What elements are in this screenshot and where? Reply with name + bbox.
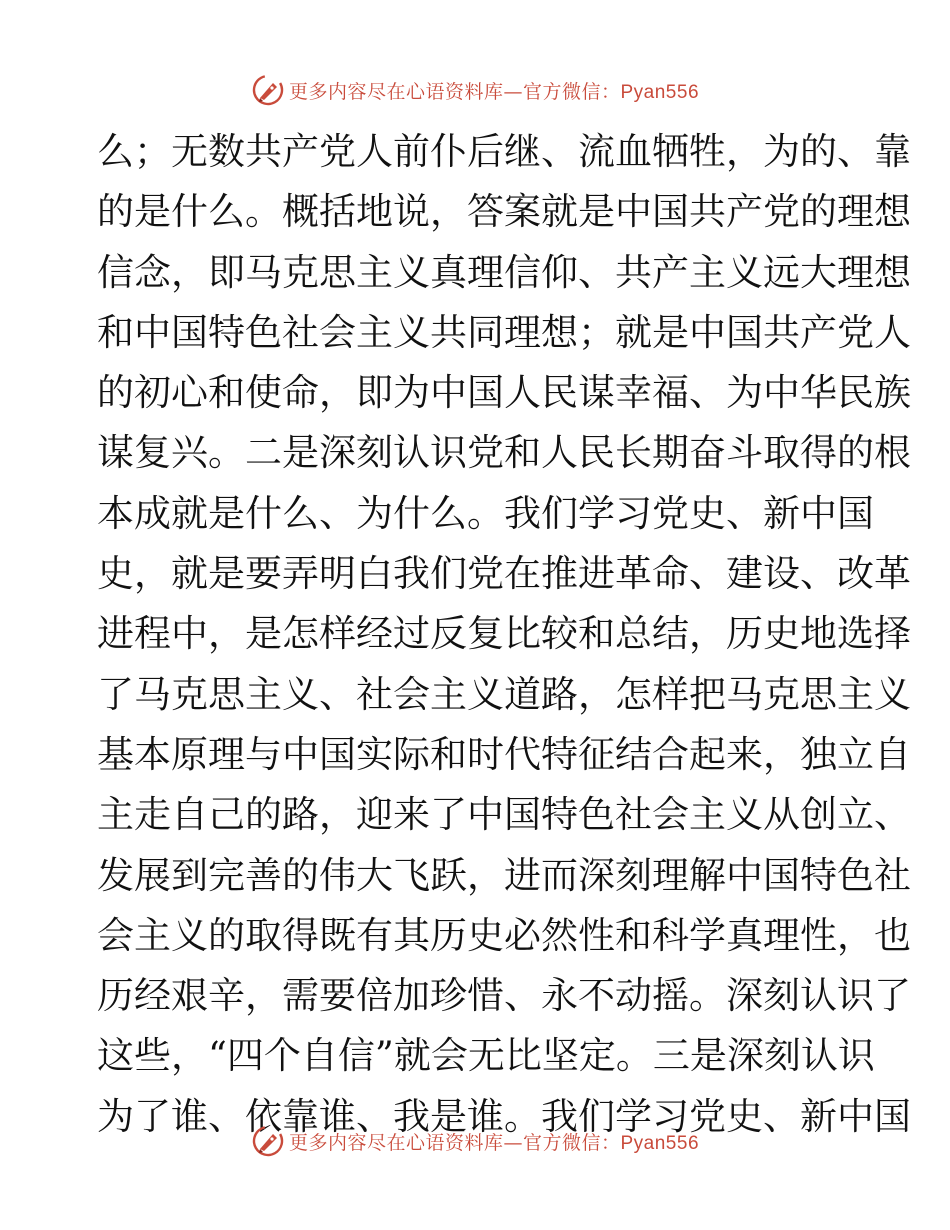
pen-nib-logo-icon <box>251 73 285 107</box>
text-line: 谋复兴。二是深刻认识党和人民长期奋斗取得的根 <box>97 431 911 475</box>
text-line: 主走自己的路，迎来了中国特色社会主义从创立、 <box>97 793 911 837</box>
text-line: 本成就是什么、为什么。我们学习党史、新中国 <box>97 491 874 535</box>
pen-nib-logo-icon <box>251 1124 285 1158</box>
footer-watermark <box>0 1119 950 1163</box>
text-line: 会主义的取得既有其历史必然性和科学真理性，也 <box>97 913 911 957</box>
text-line: 么；无数共产党人前仆后继、流血牺牲，为的、靠 <box>97 130 911 173</box>
text-line: 为了谁、依靠谁、我是谁。我们学习党史、新中国 <box>97 1094 911 1138</box>
text-line: 这些，“四个自信”就会无比坚定。三是深刻认识 <box>97 1034 875 1078</box>
watermark-wechat-id: Pyan556 <box>620 81 700 103</box>
watermark-wechat-id: Pyan556 <box>620 1132 700 1154</box>
text-line: 的是什么。概括地说，答案就是中国共产党的理想 <box>97 190 911 234</box>
text-line: 历经艰辛，需要倍加珍惜、永不动摇。深刻认识了 <box>97 974 911 1018</box>
text-line: 史，就是要弄明白我们党在推进革命、建设、改革 <box>97 552 911 596</box>
text-line: 基本原理与中国实际和时代特征结合起来，独立自 <box>97 732 911 776</box>
text-line: 信念，即马克思主义真理信仰、共产主义远大理想 <box>97 250 911 294</box>
text-line: 了马克思主义、社会主义道路，怎样把马克思主义 <box>97 672 911 716</box>
text-line: 发展到完善的伟大飞跃，进而深刻理解中国特色社 <box>97 853 911 897</box>
watermark-text: 更多内容尽在心语资料库—官方微信：Pyan556 <box>288 1131 700 1154</box>
watermark-text: 更多内容尽在心语资料库—官方微信：Pyan556 <box>288 80 700 103</box>
text-line: 和中国特色社会主义共同理想；就是中国共产党人 <box>97 310 911 354</box>
text-line: 的初心和使命，即为中国人民谋幸福、为中华民族 <box>97 371 911 415</box>
body-paragraph <box>97 122 911 1147</box>
header-watermark <box>0 68 950 112</box>
text-line: 进程中，是怎样经过反复比较和总结，历史地选择 <box>97 612 911 656</box>
